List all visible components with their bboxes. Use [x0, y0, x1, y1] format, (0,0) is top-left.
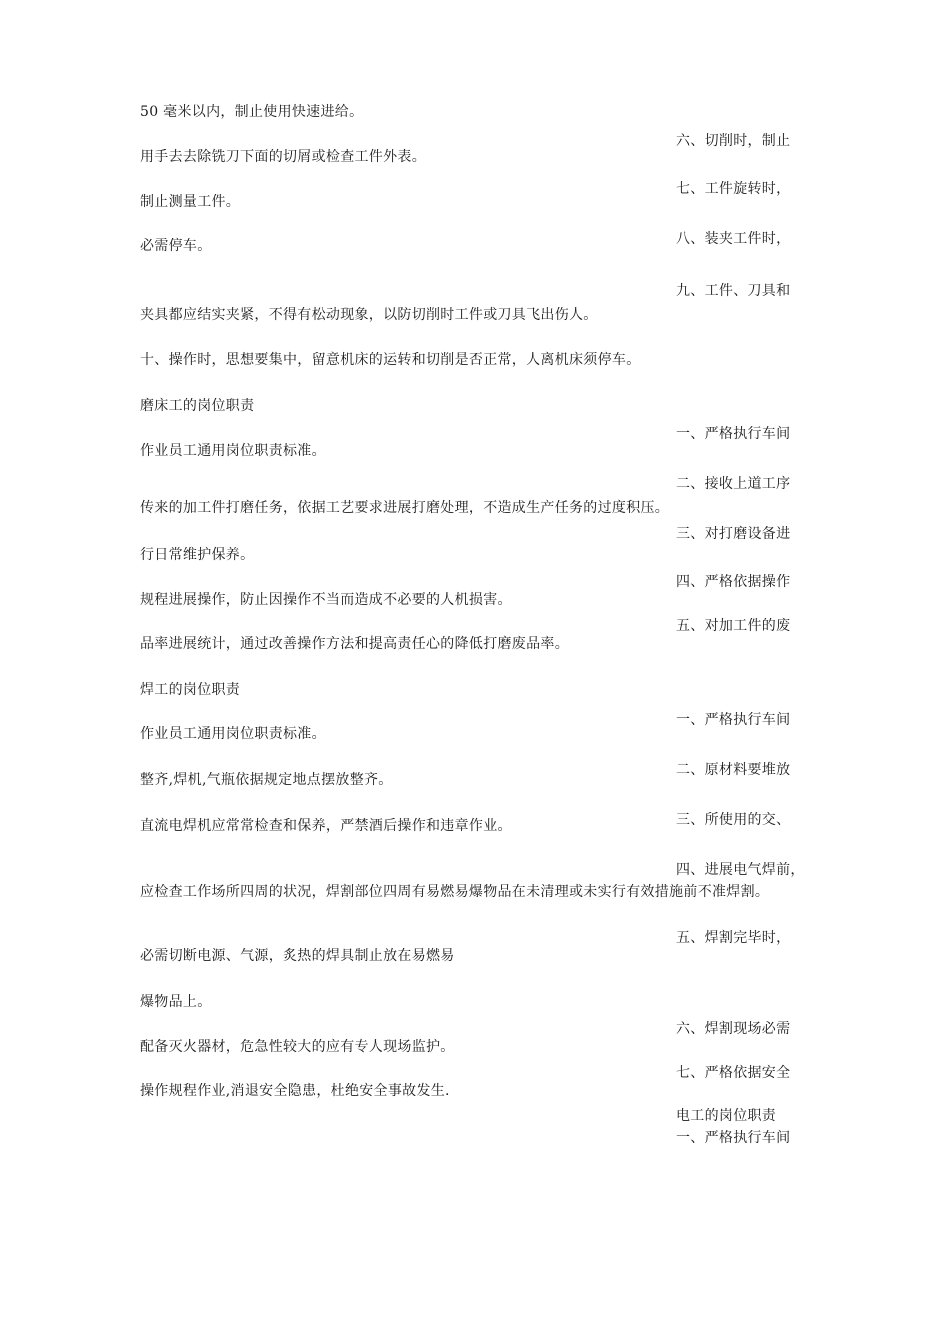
text-line: 二、原材料要堆放 — [676, 762, 791, 778]
text-line: 夹具都应结实夹紧，不得有松动现象，以防切削时工件或刀具飞出伤人。 — [140, 307, 598, 323]
section-heading: 电工的岗位职责 — [676, 1108, 777, 1124]
text-line: 一、严格执行车间 — [676, 426, 791, 442]
text-line: 行日常维护保养。 — [140, 547, 255, 563]
text-line: 二、接收上道工序 — [676, 476, 791, 492]
text-line: 传来的加工件打磨任务，依据工艺要求进展打磨处理，不造成生产任务的过度积压。 — [140, 500, 670, 516]
text-line: 六、切削时，制止 — [676, 133, 791, 149]
text-line: 一、严格执行车间 — [676, 1130, 791, 1146]
text-line: 爆物品上。 — [140, 994, 212, 1010]
text-line: 七、严格依据安全 — [676, 1065, 791, 1081]
text-line: 一、严格执行车间 — [676, 712, 791, 728]
text-line: 八、装夹工件时， — [676, 231, 791, 247]
text-line: 必需切断电源、气源，炙热的焊具制止放在易燃易 — [140, 948, 455, 964]
section-heading: 焊工的岗位职责 — [140, 682, 241, 698]
text-line: 必需停车。 — [140, 238, 212, 254]
text-line: 作业员工通用岗位职责标准。 — [140, 726, 326, 742]
text-line: 作业员工通用岗位职责标准。 — [140, 443, 326, 459]
text-line: 三、对打磨设备进 — [676, 526, 791, 542]
text-line: 三、所使用的交、 — [676, 812, 791, 828]
text-line: 五、对加工件的废 — [676, 618, 791, 634]
text-line: 50 毫米以内，制止使用快速进给。 — [140, 104, 364, 120]
text-line: 应检查工作场所四周的状况，焊割部位四周有易燃易爆物品在未清理或未实行有效措施前不准焊割。 — [140, 884, 770, 900]
text-line: 用手去去除铣刀下面的切屑或检查工件外表。 — [140, 149, 426, 165]
text-line: 直流电焊机应常常检查和保养，严禁酒后操作和违章作业。 — [140, 818, 512, 834]
text-line: 四、严格依据操作 — [676, 574, 791, 590]
text-line: 配备灭火器材，危急性较大的应有专人现场监护。 — [140, 1039, 455, 1055]
text-line: 五、焊割完毕时， — [676, 930, 791, 946]
text-line: 七、工件旋转时， — [676, 181, 791, 197]
text-line: 六、焊割现场必需 — [676, 1021, 791, 1037]
text-line: 制止测量工件。 — [140, 194, 241, 210]
text-line: 操作规程作业,消退安全隐患，杜绝安全事故发生. — [140, 1083, 450, 1099]
text-line: 整齐,焊机,气瓶依据规定地点摆放整齐。 — [140, 772, 393, 788]
text-line: 四、进展电气焊前， — [676, 862, 805, 878]
text-line: 品率进展统计，通过改善操作方法和提高责任心的降低打磨废品率。 — [140, 636, 569, 652]
section-heading: 磨床工的岗位职责 — [140, 398, 255, 414]
text-line: 九、工件、刀具和 — [676, 283, 791, 299]
text-line: 十、操作时，思想要集中，留意机床的运转和切削是否正常，人离机床须停车。 — [140, 352, 641, 368]
text-line: 规程进展操作，防止因操作不当而造成不必要的人机损害。 — [140, 592, 512, 608]
